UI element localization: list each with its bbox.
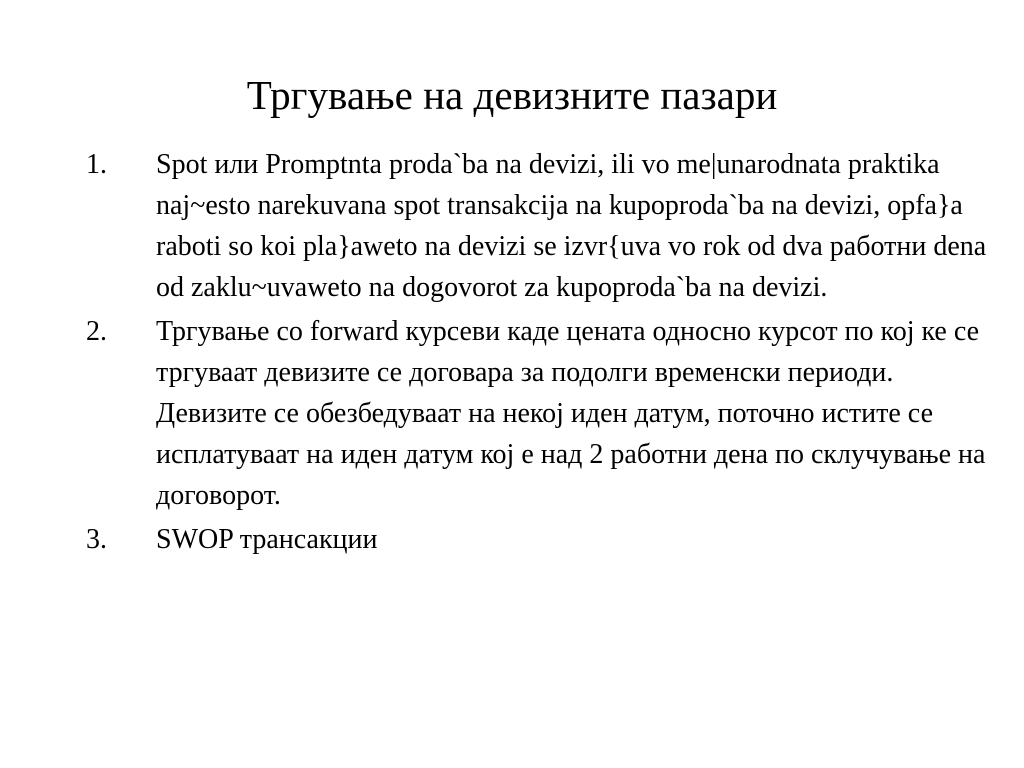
list-item-text: SWOP трансакции <box>156 524 378 555</box>
list-item-number: 3. <box>86 524 107 555</box>
list-item-number: 1. <box>86 149 107 180</box>
list-item-number: 2. <box>86 316 107 347</box>
list-item-text: Тргување со forward курсеви каде цената односно курсот по кој ке се тргуваат девизите се договара за подолги временски периоди. Девизите се обезбедуваат на некој иден датум, поточно истите се исплатуваат на иден датум кој е над 2 работни дена по склучување на договорот. <box>156 316 986 511</box>
numbered-list <box>86 144 1004 563</box>
list-item <box>86 311 1004 516</box>
slide-title: Тргување на девизните пазари <box>246 72 778 118</box>
list-item <box>86 519 1004 560</box>
list-item <box>86 144 1004 308</box>
list-item-text: Spot или Promptnta proda`ba na devizi, ili vo me|unarodnata praktika naj~esto narekuvana spot transakcija na kupoproda`ba na devizi, opfa}a raboti so koi pla}aweto na devizi se izvr{uva vo rok od dva работни dena od zaklu~uvaweto na dogovorot za kupoproda`ba na devizi. <box>156 149 987 303</box>
